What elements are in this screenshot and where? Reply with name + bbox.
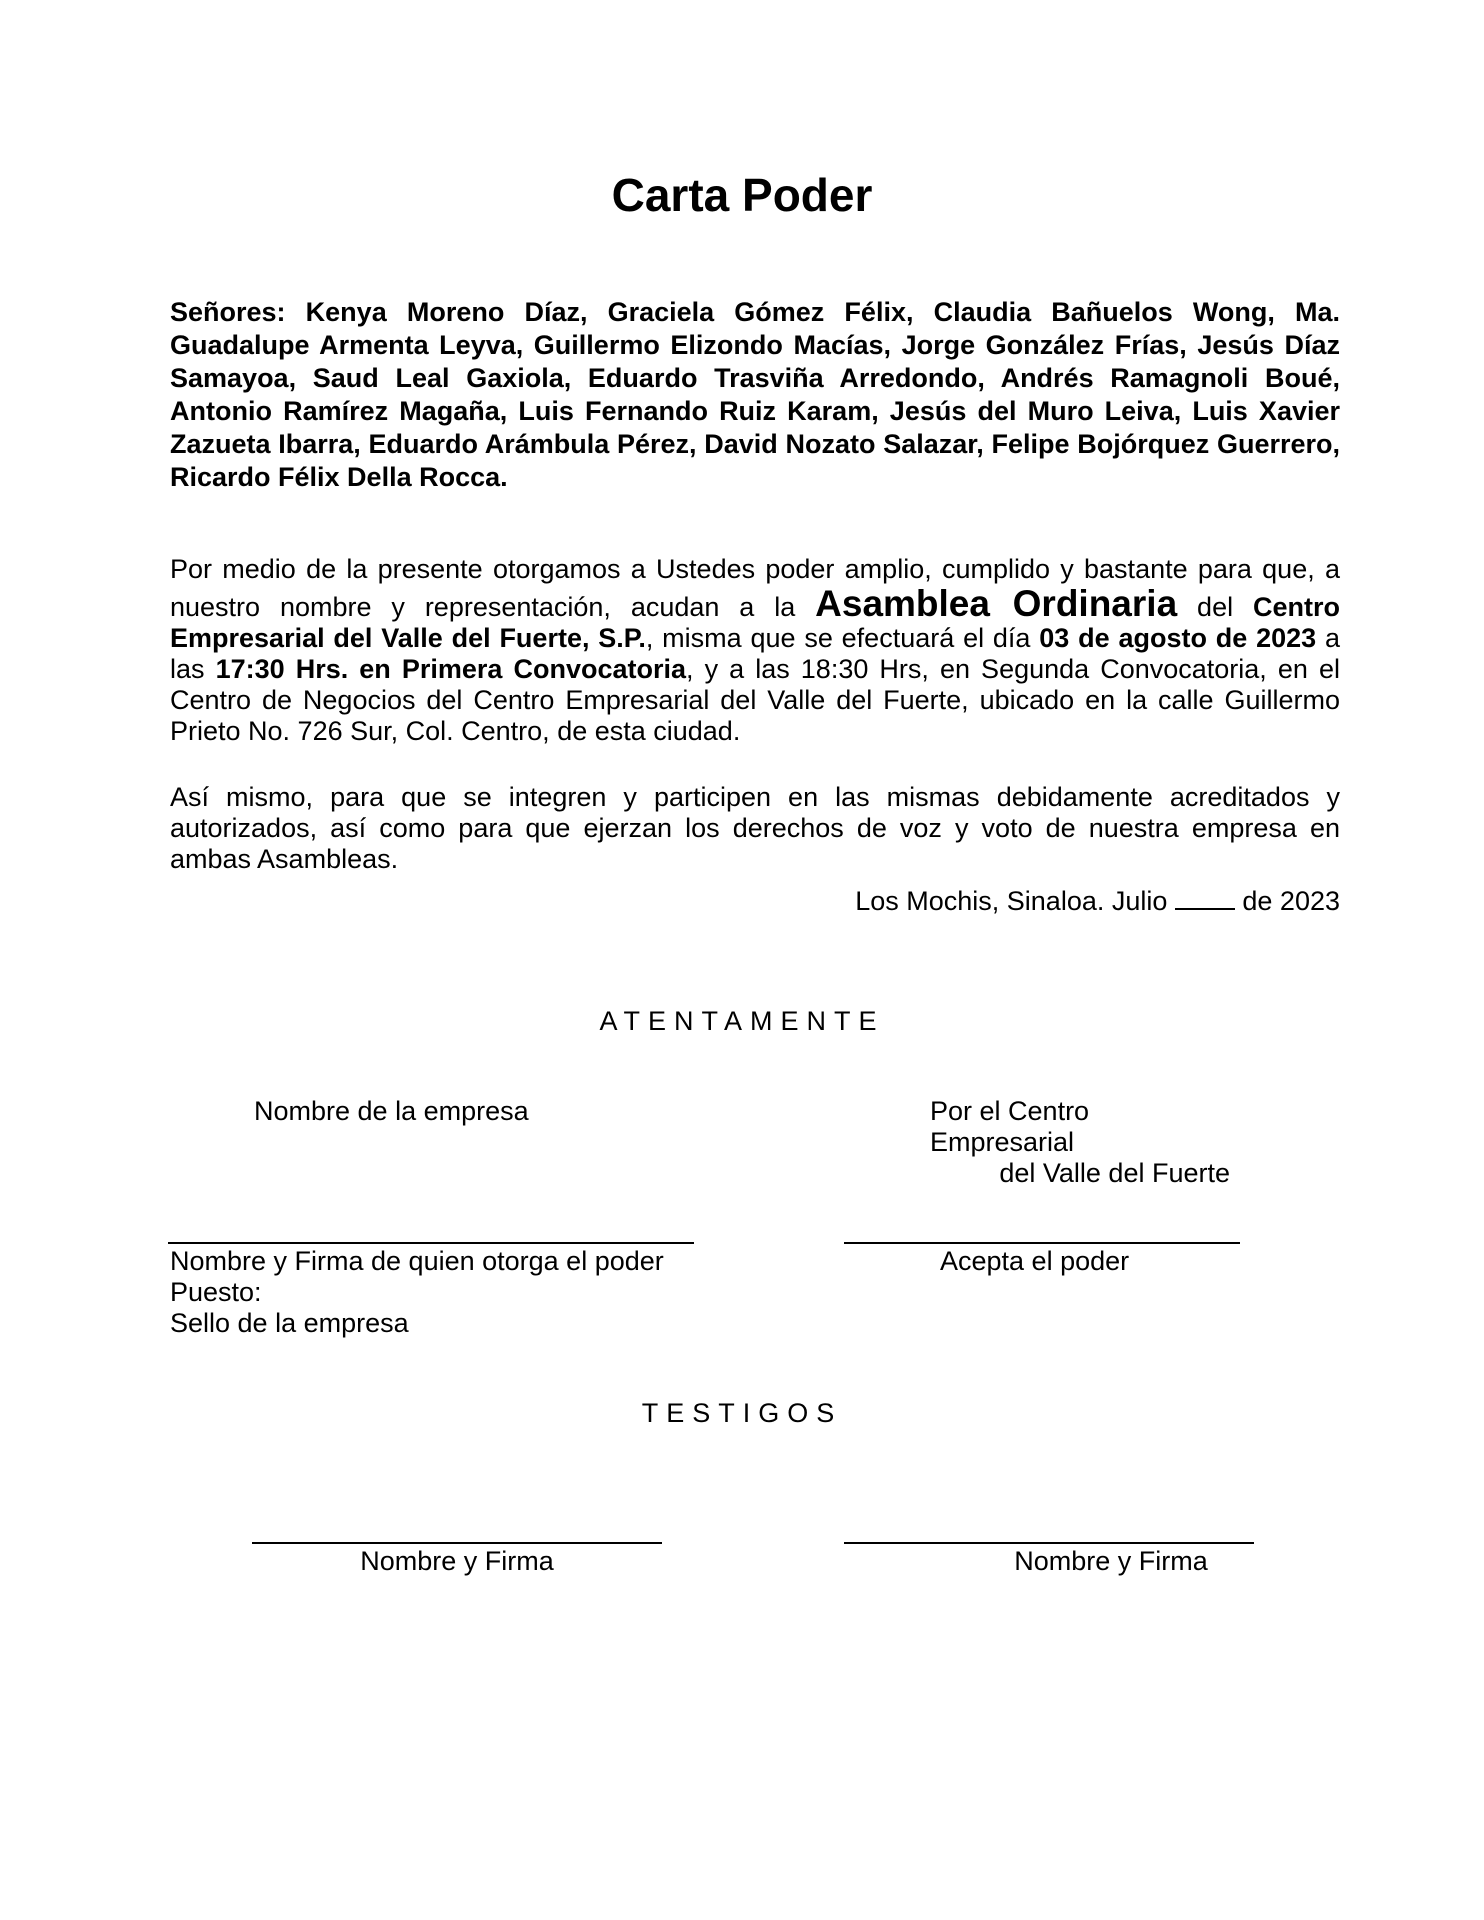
atentamente-heading: ATENTAMENTE (599, 1006, 885, 1036)
acceptor-signature-label: Acepta el poder (940, 1246, 1130, 1276)
testigos-heading: TESTIGOS (641, 1398, 843, 1428)
center-heading (930, 1096, 1230, 1189)
acceptor-signature-line (844, 1242, 1240, 1244)
grantor-position-label: Puesto: (170, 1277, 262, 1307)
day-blank-line (1175, 888, 1235, 910)
witness-1-signature-line (252, 1542, 662, 1544)
grant-text-5: , y a las 18:30 Hrs, en Segunda Convocatoria, en el Centro de Negocios del Centro Empresarial del Valle del Fuerte, ubicado en la calle Guillermo Prieto No. 726 Sur, Col. Centro, de esta ciudad. (170, 654, 1340, 746)
center-heading-line-2: del Valle del Fuerte (999, 1158, 1230, 1188)
grant-text-2: del (1177, 592, 1253, 622)
assembly-name: Asamblea Ordinaria (815, 583, 1178, 624)
witness-2-label: Nombre y Firma (1014, 1546, 1208, 1576)
grantor-signature-label: Nombre y Firma de quien otorga el poder (170, 1246, 664, 1276)
witness-2-signature-line (844, 1542, 1254, 1544)
place-date-prefix: Los Mochis, Sinaloa. Julio (855, 886, 1175, 916)
company-name-heading: Nombre de la empresa (254, 1096, 529, 1126)
grantor-signature-line (168, 1242, 694, 1244)
authorization-paragraph: Así mismo, para que se integren y participen en las mismas debidamente acreditados y autorizados, así como para que ejerzan los derechos de voz y voto de nuestra empresa en ambas Asambleas. (170, 782, 1340, 874)
grantor-signature-block (170, 1246, 664, 1339)
center-heading-line-1: Por el Centro Empresarial (930, 1096, 1090, 1157)
grant-paragraph (170, 554, 1340, 747)
grant-text-4: a las (170, 623, 1341, 684)
organization-name: Centro Empresarial del Valle del Fuerte, S.P. (170, 592, 1340, 653)
document-title: Carta Poder (611, 169, 873, 221)
company-seal-label: Sello de la empresa (170, 1308, 409, 1338)
recipients-paragraph: Señores: Kenya Moreno Díaz, Graciela Gómez Félix, Claudia Bañuelos Wong, Ma. Guadalupe Armenta Leyva, Guillermo Elizondo Macías, Jorge González Frías, Jesús Díaz Samayoa, Saud Leal Gaxiola, Eduardo Trasviña Arredondo, Andrés Ramagnoli Boué, Antonio Ramírez Magaña, Luis Fernando Ruiz Karam, Jesús del Muro Leiva, Luis Xavier Zazueta Ibarra, Eduardo Arámbula Pérez, David Nozato Salazar, Felipe Bojórquez Guerrero, Ricardo Félix Della Rocca. (170, 297, 1340, 492)
first-call-time: 17:30 Hrs. en Primera Convocatoria (215, 654, 687, 684)
witness-1-label: Nombre y Firma (360, 1546, 554, 1576)
grant-text-1: Por medio de la presente otorgamos a Ustedes poder amplio, cumplido y bastante para que, a nuestro nombre y representación, acudan a la (170, 554, 1340, 622)
place-date (855, 886, 1340, 917)
assembly-date: 03 de agosto de 2023 (1039, 623, 1317, 653)
grant-text-3: , misma que se efectuará el día (645, 623, 1040, 653)
place-date-suffix: de 2023 (1234, 886, 1340, 916)
